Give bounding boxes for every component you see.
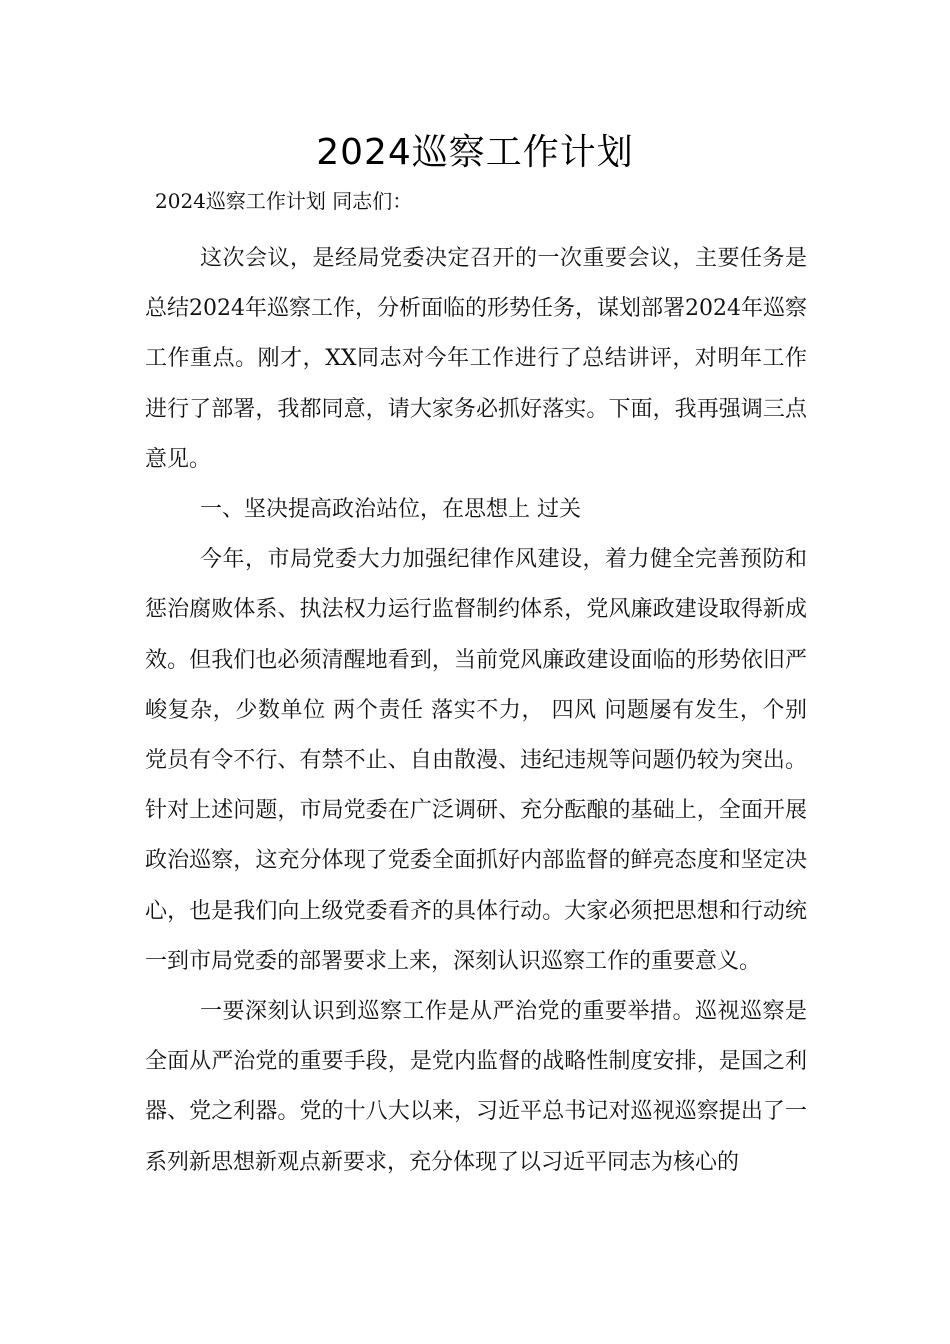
section-heading: 一、坚决提高政治站位，在思想上 过关 bbox=[200, 497, 581, 523]
document-subtitle: 2024巡察工作计划 同志们： bbox=[155, 189, 413, 213]
document-body bbox=[145, 234, 807, 1188]
paragraph: 这次会议，是经局党委决定召开的一次重要会议，主要任务是总结2024年巡察工作，分析面临的形势任务，谋划部署2024年巡察工作重点。刚才，XX同志对今年工作进行了总结讲评，对明年工作进行了部署，我都同意，请大家务必抓好落实。下面，我再强调三点意见。 bbox=[145, 246, 807, 472]
paragraph: 一要深刻认识到巡察工作是从严治党的重要举措。巡视巡察是全面从严治党的重要手段，是党内监督的战略性制度安排，是国之利器、党之利器。党的十八大以来，习近平总书记对巡视巡察提出了一系列新思想新观点新要求，充分体现了以习近平同志为核心的 bbox=[145, 999, 807, 1175]
paragraph: 今年，市局党委大力加强纪律作风建设，着力健全完善预防和惩治腐败体系、执法权力运行监督制约体系，党风廉政建设取得新成效。但我们也必须清醒地看到，当前党风廉政建设面临的形势依旧严峻复杂，少数单位 两个责任 落实不力， 四风 问题屡有发生，个别党员有令不行、有禁不止、自由散漫、违纪违规等问题仍较为突出。针对上述问题，市局党委在广泛调研、充分酝酿的基础上，全面开展政治巡察，这充分体现了党委全面抓好内部监督的鲜亮态度和坚定决心，也是我们向上级党委看齐的具体行动。大家必须把思想和行动统一到市局党委的部署要求上来，深刻认识巡察工作的重要意义。 bbox=[145, 547, 807, 974]
document-title: 2024巡察工作计划 bbox=[316, 132, 634, 173]
